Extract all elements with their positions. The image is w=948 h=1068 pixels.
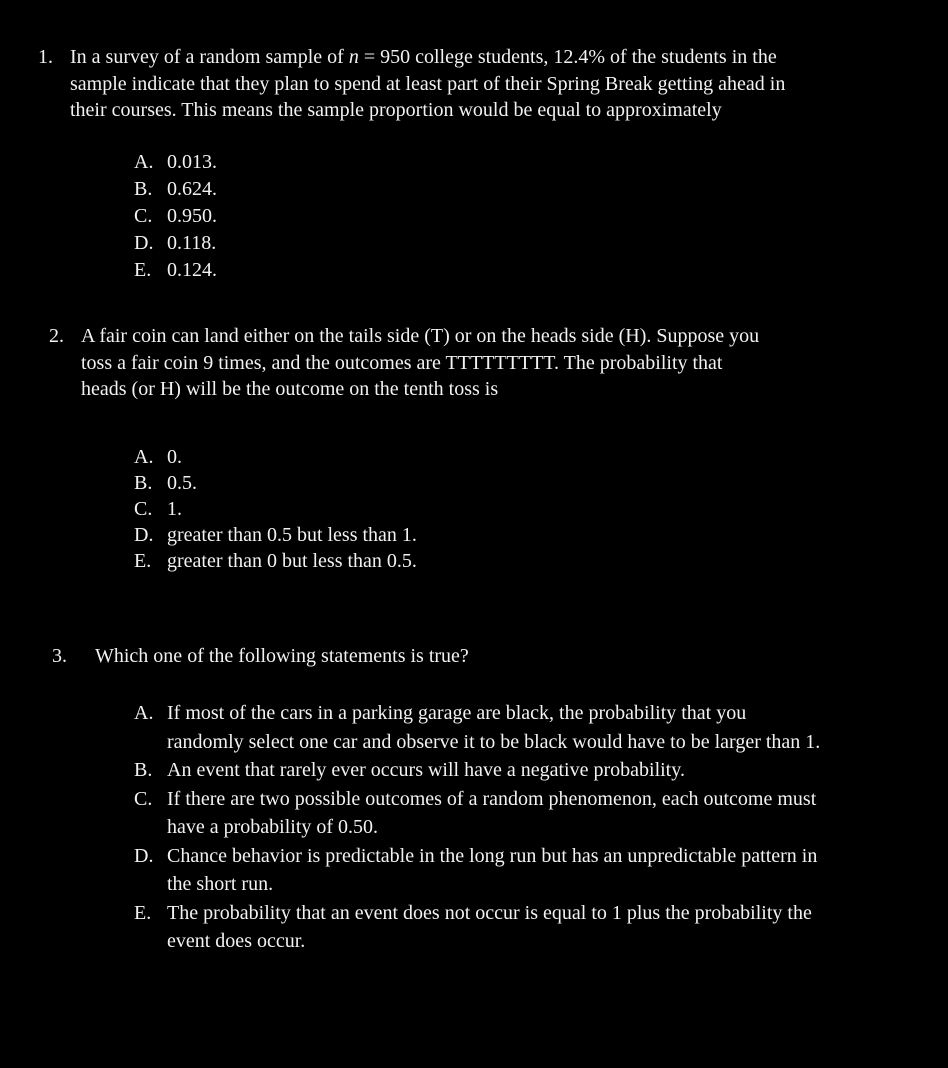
option-text: randomly select one car and observe it to be black would have to be larger than 1. [167,730,821,753]
answer-option-e[interactable] [134,548,417,574]
option-letter: B. [134,472,153,494]
option-letter: A. [134,151,154,173]
option-text: 0.5. [167,472,197,494]
question-text-line: In a survey of a random sample of n = 950 college students, 12.4% of the students in the [70,46,777,68]
option-text: the short run. [167,873,274,895]
answer-options [134,699,820,956]
answer-option-a[interactable] [134,149,217,176]
answer-option-c[interactable] [134,785,820,842]
question-text [95,643,469,670]
option-text: If most of the cars in a parking garage are black, the probability that you [167,702,747,724]
option-letter: C. [134,498,153,520]
question-text-line: A fair coin can land either on the tails side (T) or on the heads side (H). Suppose you [81,325,760,347]
question-text [81,323,759,403]
answer-option-e[interactable] [134,257,217,284]
question-number: 3. [52,645,67,667]
answer-option-c[interactable] [134,203,217,230]
question-number: 2. [49,325,64,347]
option-text: The probability that an event does not occur is equal to 1 plus the probability the [167,901,812,924]
answer-options [134,444,417,574]
option-text: 0.124. [167,259,217,281]
question-text-line: their courses. This means the sample proportion would be equal to approximately [70,99,722,121]
option-text: 1. [167,498,182,520]
question-text-line: heads (or H) will be the outcome on the tenth toss is [81,378,499,400]
option-letter: E. [134,901,152,924]
answer-option-a[interactable] [134,699,820,756]
option-text: Chance behavior is predictable in the long run but has an unpredictable pattern in [167,844,818,867]
option-letter: A. [134,446,154,468]
question-text [70,44,785,124]
option-text: event does occur. [167,930,306,952]
option-text: 0.950. [167,205,217,227]
answer-option-a[interactable] [134,444,417,470]
option-letter: B. [134,178,153,200]
option-letter: D. [134,844,154,867]
option-text: 0.624. [167,178,217,200]
option-text: An event that rarely ever occurs will have a negative probability. [167,759,685,781]
option-text: greater than 0.5 but less than 1. [167,524,417,546]
option-text: have a probability of 0.50. [167,816,379,838]
answer-option-b[interactable] [134,756,820,785]
question-number: 1. [38,46,53,68]
variable-n: n [348,46,359,68]
option-letter: D. [134,232,154,254]
option-text: If there are two possible outcomes of a random phenomenon, each outcome must [167,787,817,810]
option-text: 0.118. [167,232,217,254]
option-letter: E. [134,550,152,572]
option-letter: C. [134,205,153,227]
option-letter: D. [134,524,154,546]
answer-option-d[interactable] [134,230,217,257]
answer-option-b[interactable] [134,470,417,496]
question-text-line: Which one of the following statements is true? [95,645,469,667]
option-text: 0. [167,446,182,468]
answer-option-c[interactable] [134,496,417,522]
option-letter: E. [134,259,152,281]
option-text: greater than 0 but less than 0.5. [167,550,417,572]
answer-option-e[interactable] [134,899,820,956]
question-text-line: sample indicate that they plan to spend at least part of their Spring Break getting ahead in [70,72,786,95]
answer-option-b[interactable] [134,176,217,203]
option-letter: B. [134,759,153,781]
answer-option-d[interactable] [134,522,417,548]
option-letter: C. [134,787,153,810]
answer-option-d[interactable] [134,842,820,899]
option-text: 0.013. [167,151,217,173]
question-text-line: toss a fair coin 9 times, and the outcomes are TTTTTTTTT. The probability that [81,351,723,374]
answer-options [134,149,217,284]
option-letter: A. [134,702,154,724]
